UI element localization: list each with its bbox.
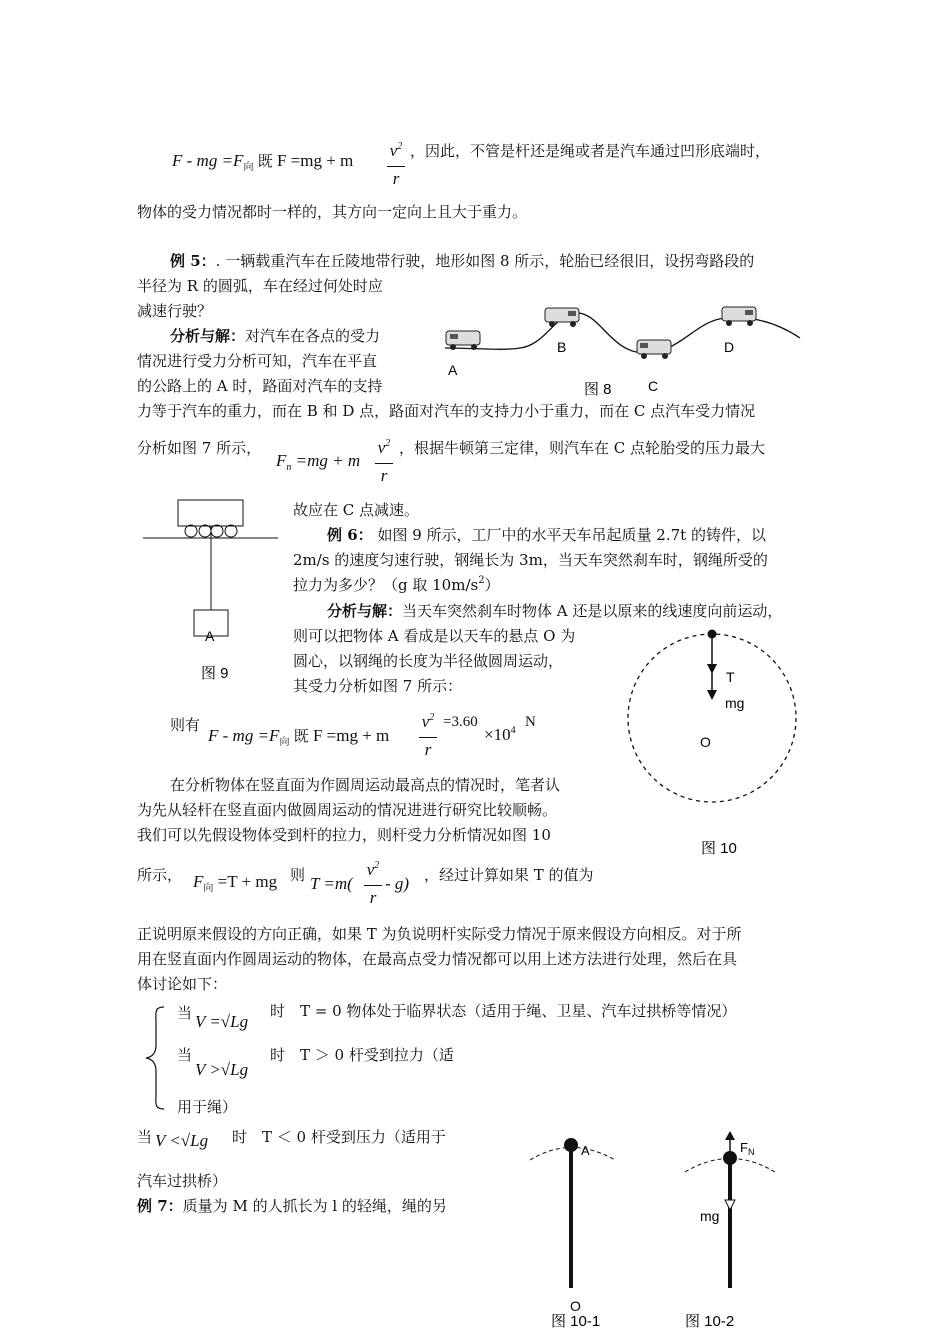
fig8-caption: 图 8 — [584, 381, 612, 398]
fig10-label-mg: mg — [725, 695, 745, 711]
fig10-label-t: T — [726, 669, 735, 685]
ex7-label: 例 7： — [137, 1197, 183, 1215]
cases-brace — [142, 1003, 172, 1113]
truck-icon-d — [722, 307, 756, 326]
ex6-line2: 2m/s 的速度匀速行驶，钢绳长为 3m，当天车突然刹车时，钢绳所受的 — [293, 551, 768, 569]
fig9-diagram — [143, 495, 283, 685]
eq1 — [172, 150, 353, 171]
ex6-eq-unit: N — [525, 714, 536, 730]
eq1-frac — [387, 140, 405, 190]
case3-text: 时 T ＜ 0 杆受到压力（适用于 — [232, 1128, 446, 1146]
para-l4: 所示， — [137, 866, 183, 884]
case1-dang: 当 — [177, 1004, 193, 1022]
ex6-line3: 拉力为多少？（g 取 $10m/s^2$） — [293, 575, 500, 594]
fig10-caption: 图 10 — [701, 840, 737, 857]
para-l7: 体讨论如下： — [137, 975, 228, 993]
fig10-1-label-o: O — [570, 1298, 581, 1314]
ex5-analysis-4: 力等于汽车的重力，而在 B 和 D 点，路面对汽车的支持力小于重力，而在 C 点汽车受力情况 — [137, 402, 756, 420]
ex6-ze-you: 则有 — [170, 716, 201, 734]
ex6-eq: F - mg $=F_向$ 既 F =mg + m — [208, 726, 390, 748]
ex5-line3: 减速行驶？ — [137, 302, 213, 320]
fig8-diagram — [440, 303, 810, 398]
para-l4b: ，经过计算如果 T 的值为 — [424, 866, 594, 884]
arrow-down-icon — [725, 1200, 735, 1210]
ex6-analysis-4: 其受力分析如图 7 所示： — [293, 677, 463, 695]
para-eq: $F_向 =T$ + mg — [193, 872, 278, 894]
ex6-eq-power: $\times 10^4$ — [484, 725, 516, 744]
case1-text: 时 T = 0 物体处于临界状态（适用于绳、卫星、汽车过拱桥等情况） — [270, 1002, 737, 1020]
eq1-den: r — [392, 169, 400, 188]
case3-cont: 汽车过拱桥） — [137, 1172, 228, 1190]
eq1-tail: ，因此，不管是杆还是绳或者是汽车通过凹形底端时， — [410, 142, 771, 160]
ex6-line1: 例 6： 如图 9 所示，工厂中的水平天车吊起质量 2.7t 的铸件，以 — [327, 526, 766, 544]
para-eq-ze: 则 — [290, 866, 306, 884]
eq1-num: v — [389, 141, 398, 160]
case3-dang: 当 — [137, 1128, 153, 1146]
ex5-line1-text: . 一辆载重汽车在丘陵地带行驶，地形如图 8 所示，轮胎已经很旧，设拐弯路段的 — [215, 252, 755, 270]
para-l1: 在分析物体在竖直面为作圆周运动最高点的情况时，笔者认 — [170, 776, 561, 794]
eq1-lhs: F - mg =F — [172, 151, 244, 170]
case2-dang: 当 — [177, 1046, 193, 1064]
ex6-analysis-label: 分析与解： — [327, 602, 403, 620]
ex5-analysis-3: 的公路上的 A 时，路面对汽车的支持 — [137, 377, 383, 395]
ex6-label: 例 6： — [327, 526, 373, 544]
truck-icon-b — [545, 308, 579, 327]
arrow-down-icon — [707, 690, 717, 700]
case2-expr: V >√Lg — [195, 1060, 249, 1079]
ex5-analysis-7: 故应在 C 点减速。 — [293, 501, 420, 519]
fig10-label-o: O — [700, 734, 711, 750]
para-eq-frac: $v^2$ r — [364, 859, 382, 909]
fig10-1-label-a: A — [581, 1143, 590, 1158]
para-eq-rhs: T =m( — [310, 874, 353, 893]
fig8-label-a: A — [448, 362, 458, 378]
ex5-eq-frac: $v^2$ r — [375, 437, 393, 487]
eq1-rhs: F =mg + m — [276, 151, 354, 170]
fig10-1-caption: 图 10-1 — [551, 1313, 601, 1330]
ex5-line2: 半径为 R 的圆弧，车在经过何处时应 — [137, 277, 383, 295]
ex6-analysis-3: 圆心，以钢绳的长度为半径做圆周运动， — [293, 652, 564, 670]
case2-cont: 用于绳） — [177, 1098, 238, 1116]
para-eq-tail: - g) — [385, 874, 410, 893]
para-l5: 正说明原来假设的方向正确，如果 T 为负说明杆实际受力情况于原来假设方向相反。对于所 — [137, 925, 742, 943]
fig10-2-diagram — [670, 1130, 800, 1340]
truck-icon-c — [637, 340, 671, 359]
fig9-label-a: A — [205, 628, 215, 644]
eq1-lhs-sub: 向 — [243, 162, 254, 173]
eq1-ji: 既 — [257, 152, 273, 170]
ex6-eq-frac: $v^2$ r — [419, 711, 437, 761]
ex5-analysis-label: 分析与解： — [170, 327, 246, 345]
eq1-num-sup: 2 — [397, 141, 403, 152]
arrow-up-icon — [725, 1131, 735, 1140]
fig10-2-label-mg: mg — [700, 1208, 720, 1224]
ex6-analysis-2: 则可以把物体 A 看成是以天车的悬点 O 为 — [293, 627, 576, 645]
fig10-2-caption: 图 10-2 — [685, 1313, 735, 1330]
ex6-eq-value: =3.60 — [443, 714, 478, 730]
fig8-label-b: B — [557, 339, 567, 355]
case3-expr: V <√Lg — [155, 1131, 209, 1150]
para-l6: 用在竖直面内作圆周运动的物体，在最高点受力情况都可以用上述方法进行处理，然后在具 — [137, 950, 738, 968]
case1-expr: V =√Lg — [195, 1012, 249, 1031]
ex5-analysis-6: ，根据牛顿第三定律，则汽车在 C 点轮胎受的压力最大 — [399, 439, 766, 457]
line-gravity: 物体的受力情况都时一样的，其方向一定向上且大于重力。 — [137, 203, 528, 221]
fig9-crane — [178, 500, 243, 526]
fig10-1-ball — [564, 1138, 578, 1152]
ex5-line1 — [170, 248, 754, 274]
fig8-label-c: C — [648, 378, 659, 394]
truck-icon-a — [446, 331, 480, 350]
fig10-diagram — [620, 620, 820, 860]
ex5-label: 例 5： — [170, 252, 216, 270]
ex5-analysis-1: 分析与解：对汽车在各点的受力 — [170, 327, 381, 345]
fig10-2-label-fn: $F_N$ — [740, 1140, 755, 1157]
ex6-analysis-1: 分析与解：当天车突然刹车时物体 A 还是以原来的线速度向前运动， — [327, 602, 783, 620]
ex5-eq: $F_n =mg + m$ — [276, 451, 361, 473]
fig9-caption: 图 9 — [201, 665, 229, 682]
fig8-label-d: D — [724, 339, 735, 355]
para-l2: 为先从轻杆在竖直面内做圆周运动的情况进进行研究比较顺畅。 — [137, 801, 558, 819]
para-l3: 我们可以先假设物体受到杆的拉力，则杆受力分析情况如图 10 — [137, 826, 551, 844]
ex5-analysis-2: 情况进行受力分析可知，汽车在平直 — [137, 352, 378, 370]
ex5-analysis-5: 分析如图 7 所示， — [137, 439, 262, 457]
arrow-down-icon — [707, 664, 717, 674]
case2-text: 时 T ＞ 0 杆受到拉力（适 — [270, 1046, 454, 1064]
fig10-1-diagram — [515, 1130, 645, 1340]
ex7-line: 例 7：质量为 M 的人抓长为 l 的轻绳，绳的另 — [137, 1197, 447, 1215]
